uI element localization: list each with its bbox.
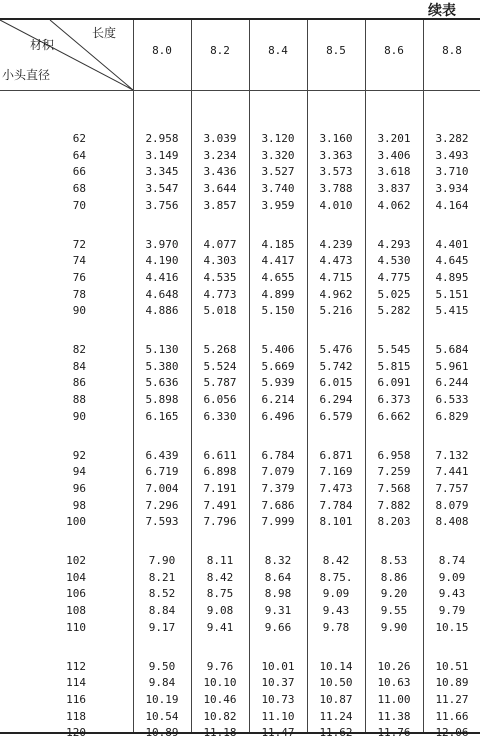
volume-cell: 10.50 [319, 676, 353, 690]
volume-cell: 7.004 [145, 481, 179, 495]
volume-cell: 10.87 [319, 692, 353, 706]
table-row [0, 447, 480, 465]
volume-cell: 5.406 [261, 343, 295, 356]
volume-cell: 8.98 [264, 587, 292, 601]
volume-cell: 4.962 [319, 287, 353, 301]
volume-cell: 4.645 [435, 254, 469, 268]
volume-cell: 11.76 [377, 726, 411, 740]
volume-cell: 3.740 [261, 182, 295, 196]
table-row [0, 341, 480, 359]
volume-cell: 5.130 [145, 343, 179, 356]
table-row [0, 552, 480, 570]
length-header: 8.5 [326, 44, 346, 57]
volume-cell: 10.14 [319, 659, 353, 673]
diameter-cell: 100 [66, 515, 86, 529]
volume-cell: 10.46 [203, 692, 237, 706]
volume-cell: 4.239 [319, 237, 353, 251]
volume-cell: 4.190 [145, 254, 179, 268]
volume-cell: 3.547 [145, 182, 179, 196]
volume-cell: 8.74 [438, 554, 466, 567]
volume-cell: 3.857 [203, 198, 237, 212]
volume-cell: 10.26 [377, 659, 411, 673]
diameter-cell: 120 [66, 726, 86, 740]
volume-cell: 5.939 [261, 376, 295, 390]
length-header: 8.0 [152, 44, 172, 57]
corner-length-label: 长度 [92, 26, 117, 40]
volume-cell: 6.533 [435, 393, 469, 407]
diameter-cell: 82 [72, 343, 86, 356]
volume-cell: 6.958 [377, 448, 411, 462]
volume-cell: 10.10 [203, 676, 237, 690]
diameter-cell: 76 [72, 270, 86, 284]
volume-cell: 4.530 [377, 254, 411, 268]
volume-cell: 5.742 [319, 359, 353, 373]
diameter-cell: 72 [72, 237, 86, 251]
volume-cell: 3.039 [203, 132, 237, 145]
table-row [0, 236, 480, 254]
diameter-cell: 104 [66, 570, 86, 584]
volume-cell: 4.886 [145, 304, 179, 318]
diameter-cell: 114 [66, 676, 86, 690]
volume-cell: 3.149 [145, 148, 179, 162]
volume-cell: 8.86 [380, 570, 408, 584]
length-header: 8.4 [268, 44, 288, 57]
volume-cell: 7.593 [145, 515, 179, 529]
volume-cell: 8.42 [206, 570, 234, 584]
volume-cell: 11.27 [435, 692, 469, 706]
volume-cell: 10.01 [261, 659, 295, 673]
corner-diameter-label: 小头直径 [2, 68, 51, 82]
volume-cell: 4.062 [377, 198, 411, 212]
diameter-cell: 112 [66, 659, 86, 673]
volume-cell: 4.655 [261, 270, 295, 284]
length-header: 8.8 [442, 44, 462, 57]
volume-cell: 9.55 [380, 604, 408, 618]
diameter-cell: 70 [72, 198, 86, 212]
table-row [0, 197, 480, 215]
table-row [0, 147, 480, 165]
volume-cell: 8.21 [148, 570, 176, 584]
diameter-cell: 62 [72, 132, 86, 145]
volume-cell: 8.52 [148, 587, 176, 601]
volume-cell: 11.62 [319, 726, 353, 740]
table-row [0, 480, 480, 498]
volume-cell: 6.373 [377, 393, 411, 407]
table-row [0, 286, 480, 304]
volume-cell: 4.401 [435, 237, 469, 251]
volume-cell: 7.784 [319, 498, 353, 512]
volume-cell: 7.379 [261, 481, 295, 495]
volume-cell: 3.493 [435, 148, 469, 162]
diameter-cell: 96 [72, 481, 86, 495]
table-row [0, 602, 480, 620]
volume-cell: 7.169 [319, 465, 353, 479]
volume-cell: 3.618 [377, 165, 411, 179]
table-row [0, 391, 480, 409]
diameter-cell: 98 [72, 498, 86, 512]
volume-cell: 9.84 [148, 676, 176, 690]
volume-cell: 9.31 [264, 604, 292, 618]
volume-cell: 5.282 [377, 304, 411, 318]
diameter-cell: 118 [66, 709, 86, 723]
volume-cell: 6.091 [377, 376, 411, 390]
diameter-cell: 94 [72, 465, 86, 479]
volume-cell: 7.491 [203, 498, 237, 512]
volume-cell: 6.244 [435, 376, 469, 390]
length-header: 8.2 [210, 44, 230, 57]
volume-cell: 3.320 [261, 148, 295, 162]
table-row [0, 497, 480, 515]
diameter-cell: 68 [72, 182, 86, 196]
volume-cell: 9.50 [148, 659, 176, 673]
volume-cell: 4.164 [435, 198, 469, 212]
diameter-cell: 78 [72, 287, 86, 301]
volume-cell: 4.473 [319, 254, 353, 268]
volume-cell: 8.203 [377, 515, 411, 529]
length-header: 8.6 [384, 44, 404, 57]
volume-cell: 4.303 [203, 254, 237, 268]
diameter-cell: 102 [66, 554, 86, 567]
volume-cell: 5.476 [319, 343, 353, 356]
volume-cell: 8.42 [322, 554, 350, 567]
volume-cell: 3.959 [261, 198, 295, 212]
volume-cell: 5.415 [435, 304, 469, 318]
volume-cell: 10.82 [203, 709, 237, 723]
volume-cell: 5.787 [203, 376, 237, 390]
volume-cell: 5.150 [261, 304, 295, 318]
diameter-cell: 90 [72, 409, 86, 423]
volume-cell: 3.710 [435, 165, 469, 179]
volume-cell: 5.636 [145, 376, 179, 390]
volume-cell: 9.43 [322, 604, 350, 618]
volume-cell: 10.19 [145, 692, 179, 706]
volume-cell: 11.10 [261, 709, 295, 723]
volume-cell: 3.363 [319, 148, 353, 162]
volume-cell: 6.165 [145, 409, 179, 423]
volume-cell: 5.524 [203, 359, 237, 373]
volume-cell: 3.788 [319, 182, 353, 196]
volume-cell: 7.132 [435, 448, 469, 462]
volume-cell: 7.882 [377, 498, 411, 512]
table-row [0, 585, 480, 603]
table-row [0, 463, 480, 481]
volume-cell: 4.773 [203, 287, 237, 301]
volume-cell: 3.120 [261, 132, 295, 145]
volume-cell: 10.73 [261, 692, 295, 706]
volume-cell: 5.216 [319, 304, 353, 318]
volume-cell: 3.282 [435, 132, 469, 145]
volume-cell: 10.15 [435, 620, 469, 634]
table-row [0, 674, 480, 692]
volume-cell: 7.90 [148, 554, 176, 567]
volume-cell: 6.214 [261, 393, 295, 407]
volume-cell: 5.380 [145, 359, 179, 373]
volume-cell: 6.898 [203, 465, 237, 479]
table-row [0, 619, 480, 637]
volume-cell: 5.545 [377, 343, 411, 356]
table-row [0, 163, 480, 181]
volume-cell: 11.18 [203, 726, 237, 740]
diameter-cell: 106 [66, 587, 86, 601]
volume-cell: 5.018 [203, 304, 237, 318]
volume-cell: 3.201 [377, 132, 411, 145]
volume-cell: 7.191 [203, 481, 237, 495]
volume-cell: 3.934 [435, 182, 469, 196]
volume-cell: 4.185 [261, 237, 295, 251]
diameter-cell: 86 [72, 376, 86, 390]
volume-cell: 9.17 [148, 620, 176, 634]
volume-cell: 7.757 [435, 481, 469, 495]
volume-cell: 4.535 [203, 270, 237, 284]
volume-cell: 7.441 [435, 465, 469, 479]
volume-cell: 5.025 [377, 287, 411, 301]
diameter-cell: 66 [72, 165, 86, 179]
volume-cell: 10.89 [435, 676, 469, 690]
volume-cell: 8.408 [435, 515, 469, 529]
volume-cell: 7.568 [377, 481, 411, 495]
volume-cell: 7.686 [261, 498, 295, 512]
volume-cell: 10.51 [435, 659, 469, 673]
diameter-cell: 92 [72, 448, 86, 462]
volume-cell: 10.63 [377, 676, 411, 690]
volume-cell: 7.473 [319, 481, 353, 495]
table-row [0, 374, 480, 392]
volume-cell: 8.64 [264, 570, 292, 584]
volume-cell: 6.784 [261, 448, 295, 462]
volume-cell: 4.010 [319, 198, 353, 212]
corner-material-label: 材积 [30, 38, 55, 52]
volume-cell: 6.496 [261, 409, 295, 423]
diameter-cell: 110 [66, 620, 86, 634]
diameter-cell: 74 [72, 254, 86, 268]
volume-cell: 9.20 [380, 587, 408, 601]
volume-cell: 6.294 [319, 393, 353, 407]
volume-cell: 3.234 [203, 148, 237, 162]
volume-cell: 4.416 [145, 270, 179, 284]
volume-cell: 4.648 [145, 287, 179, 301]
volume-cell: 6.871 [319, 448, 353, 462]
volume-cell: 3.837 [377, 182, 411, 196]
volume-cell: 5.268 [203, 343, 237, 356]
volume-cell: 9.66 [264, 620, 292, 634]
volume-cell: 4.077 [203, 237, 237, 251]
volume-cell: 11.66 [435, 709, 469, 723]
table-row [0, 569, 480, 587]
volume-cell: 11.47 [261, 726, 295, 740]
volume-table [0, 18, 480, 740]
diameter-cell: 64 [72, 148, 86, 162]
volume-cell: 9.08 [206, 604, 234, 618]
diameter-cell: 108 [66, 604, 86, 618]
volume-cell: 6.439 [145, 448, 179, 462]
volume-cell: 12.06 [435, 726, 469, 740]
diameter-cell: 116 [66, 692, 86, 706]
volume-cell: 8.84 [148, 604, 176, 618]
diameter-cell: 84 [72, 359, 86, 373]
volume-cell: 11.24 [319, 709, 353, 723]
continued-label: 续表 [428, 3, 456, 19]
volume-cell: 4.899 [261, 287, 295, 301]
volume-cell: 6.719 [145, 465, 179, 479]
volume-cell: 6.330 [203, 409, 237, 423]
volume-cell: 2.958 [145, 132, 179, 145]
volume-cell: 7.796 [203, 515, 237, 529]
table-row [0, 708, 480, 726]
volume-cell: 8.11 [206, 554, 234, 567]
volume-cell: 9.78 [322, 620, 350, 634]
table-row [0, 302, 480, 320]
volume-cell: 10.54 [145, 709, 179, 723]
volume-cell: 7.259 [377, 465, 411, 479]
volume-cell: 4.293 [377, 237, 411, 251]
volume-cell: 9.43 [438, 587, 466, 601]
volume-cell: 10.89 [145, 726, 179, 740]
volume-cell: 4.895 [435, 270, 469, 284]
volume-cell: 8.101 [319, 515, 353, 529]
volume-cell: 6.611 [203, 448, 237, 462]
volume-cell: 5.151 [435, 287, 469, 301]
volume-cell: 3.436 [203, 165, 237, 179]
volume-cell: 6.579 [319, 409, 353, 423]
volume-cell: 6.056 [203, 393, 237, 407]
volume-cell: 7.999 [261, 515, 295, 529]
volume-cell: 5.815 [377, 359, 411, 373]
volume-cell: 8.75. [319, 570, 353, 584]
volume-cell: 3.970 [145, 237, 179, 251]
table-row [0, 130, 480, 148]
table-row [0, 513, 480, 531]
header-rule [0, 90, 480, 91]
volume-cell: 8.53 [380, 554, 408, 567]
volume-cell: 10.37 [261, 676, 295, 690]
volume-cell: 3.644 [203, 182, 237, 196]
volume-cell: 11.38 [377, 709, 411, 723]
volume-cell: 3.573 [319, 165, 353, 179]
table-row [0, 408, 480, 426]
volume-cell: 5.961 [435, 359, 469, 373]
table-row [0, 658, 480, 676]
volume-cell: 3.345 [145, 165, 179, 179]
table-row [0, 269, 480, 287]
volume-cell: 4.715 [319, 270, 353, 284]
volume-cell: 4.417 [261, 254, 295, 268]
volume-cell: 8.32 [264, 554, 292, 567]
volume-cell: 5.898 [145, 393, 179, 407]
volume-cell: 9.09 [322, 587, 350, 601]
volume-cell: 9.90 [380, 620, 408, 634]
volume-cell: 8.079 [435, 498, 469, 512]
diameter-cell: 90 [72, 304, 86, 318]
table-row [0, 358, 480, 376]
table-row [0, 180, 480, 198]
volume-cell: 4.775 [377, 270, 411, 284]
volume-cell: 9.41 [206, 620, 234, 634]
volume-cell: 5.669 [261, 359, 295, 373]
volume-cell: 7.079 [261, 465, 295, 479]
volume-cell: 5.684 [435, 343, 469, 356]
volume-cell: 9.79 [438, 604, 466, 618]
table-row [0, 252, 480, 270]
volume-cell: 6.662 [377, 409, 411, 423]
volume-cell: 3.756 [145, 198, 179, 212]
volume-cell: 9.76 [206, 659, 234, 673]
volume-cell: 3.160 [319, 132, 353, 145]
volume-cell: 8.75 [206, 587, 234, 601]
diameter-cell: 88 [72, 393, 86, 407]
volume-cell: 3.406 [377, 148, 411, 162]
volume-cell: 9.09 [438, 570, 466, 584]
volume-cell: 11.00 [377, 692, 411, 706]
volume-cell: 3.527 [261, 165, 295, 179]
table-row [0, 691, 480, 709]
volume-cell: 6.015 [319, 376, 353, 390]
volume-cell: 6.829 [435, 409, 469, 423]
volume-cell: 7.296 [145, 498, 179, 512]
table-row [0, 724, 480, 742]
